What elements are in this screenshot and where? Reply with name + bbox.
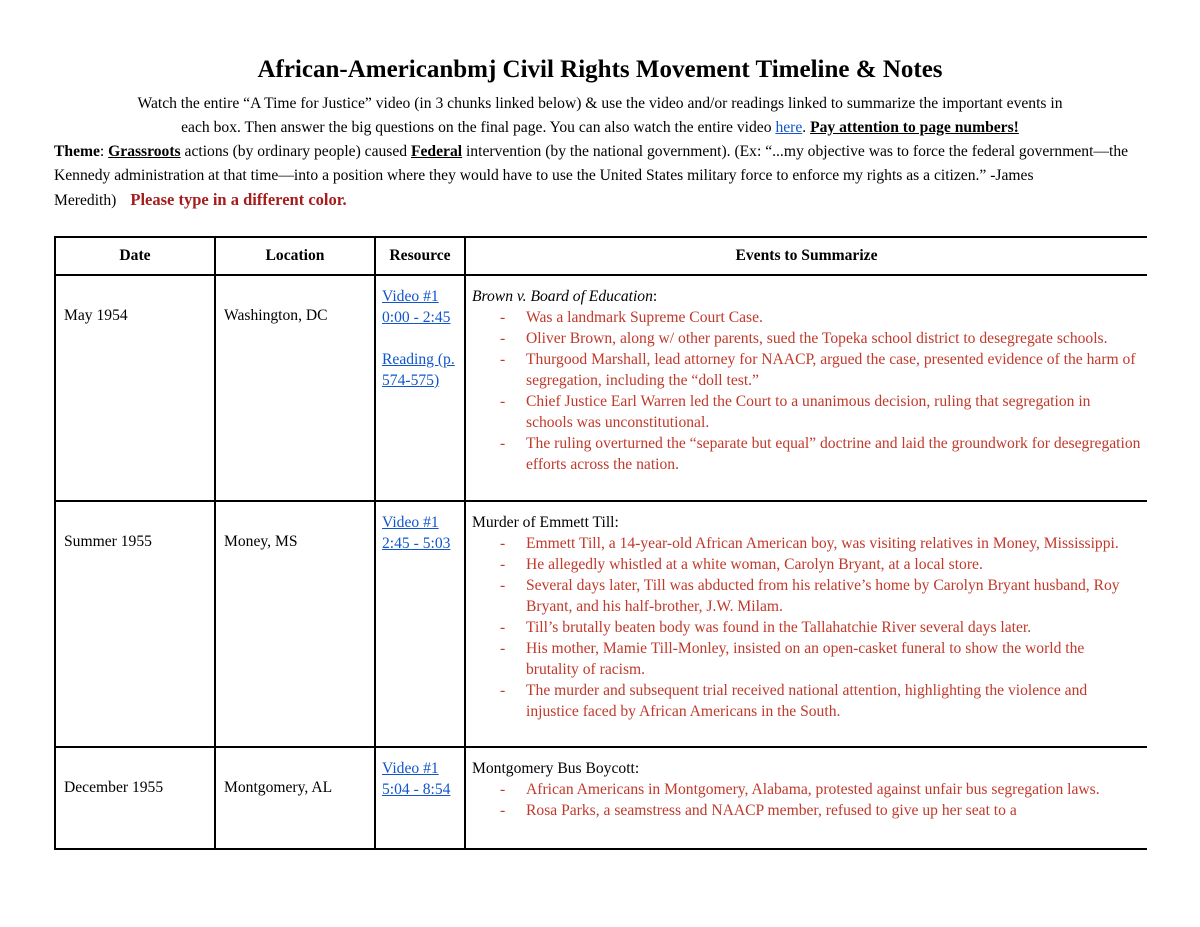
location-cell (215, 747, 375, 850)
video-link[interactable]: Video #1 2:45 - 5:03 (382, 514, 451, 552)
table-header-row (55, 237, 1147, 275)
location-cell (215, 501, 375, 747)
resource-cell (375, 747, 465, 850)
list-item: - Was a landmark Supreme Court Case. (472, 307, 1141, 328)
instructions-line-2 (54, 116, 1146, 140)
event-bullets (472, 779, 1141, 821)
events-cell (465, 747, 1147, 850)
timeline-table (54, 236, 1147, 850)
theme-paragraph (54, 140, 1146, 213)
video-link[interactable]: Video #1 0:00 - 2:45 (382, 288, 451, 326)
reading-link[interactable]: Reading (p. 574-575) (382, 351, 455, 389)
grassroots-term: Grassroots (108, 143, 181, 160)
video-link[interactable]: Video #1 5:04 - 8:54 (382, 760, 451, 798)
event-title: Montgomery Bus Boycott: (472, 760, 640, 777)
events-cell (465, 501, 1147, 747)
list-item: - He allegedly whistled at a white woman, Carolyn Bryant, at a local store. (472, 554, 1141, 575)
event-bullets (472, 533, 1141, 722)
theme-label: Theme (54, 143, 100, 160)
table-row (55, 747, 1147, 850)
date-text: Summer 1955 (64, 533, 152, 550)
list-item: - Thurgood Marshall, lead attorney for NAACP, argued the case, presented evidence of the harm of segregation, including the “doll test.” (472, 349, 1141, 391)
date-cell (55, 747, 215, 850)
instructions-period: . (802, 119, 811, 136)
instructions-line-2-text: each box. Then answer the big questions on the final page. You can also watch the entire video (181, 119, 776, 136)
type-color-note: Please type in a different color. (130, 190, 347, 209)
event-title: Murder of Emmett Till: (472, 514, 619, 531)
table-row (55, 275, 1147, 501)
date-text: May 1954 (64, 307, 128, 324)
list-item: - Several days later, Till was abducted from his relative’s home by Carolyn Bryant husband, Roy Bryant, and his half-brother, J.W. Milam. (472, 575, 1141, 617)
list-item: - His mother, Mamie Till-Monley, insisted on an open-casket funeral to show the world the brutality of racism. (472, 638, 1141, 680)
list-item: - Till’s brutally beaten body was found in the Tallahatchie River several days later. (472, 617, 1141, 638)
date-text: December 1955 (64, 779, 164, 796)
list-item: - Chief Justice Earl Warren led the Court to a unanimous decision, ruling that segregation in schools was unconstitutional. (472, 391, 1141, 433)
federal-term: Federal (410, 143, 463, 160)
theme-colon: : (99, 143, 109, 160)
here-link[interactable]: here (775, 119, 803, 136)
date-cell (55, 501, 215, 747)
resource-cell (375, 501, 465, 747)
instructions-line-1: Watch the entire “A Time for Justice” video (in 3 chunks linked below) & use the video and/or readings linked to summarize the important events in (137, 95, 1063, 112)
event-bullets (472, 307, 1141, 475)
table-row (55, 501, 1147, 747)
theme-quote: intervention (by the national government). (Ex: “...my objective was to force the federal government—the Kennedy administration at that time—into a position where they would have to use the United States military force to enforce my rights as a citizen.” -James Meredith) (54, 143, 1129, 209)
event-title (472, 286, 1141, 307)
header-location: Location (215, 237, 375, 275)
location-text: Montgomery, AL (224, 779, 333, 796)
event-title-italic: Brown v. Board of Education (472, 288, 653, 305)
header-date: Date (55, 237, 215, 275)
date-cell (55, 275, 215, 501)
theme-mid: actions (by ordinary people) caused (180, 143, 411, 160)
events-cell (465, 275, 1147, 501)
location-text: Money, MS (224, 533, 298, 550)
resource-cell (375, 275, 465, 501)
header-events: Events to Summarize (465, 237, 1147, 275)
page-title: African-Americanbmj Civil Rights Movement Timeline & Notes (257, 56, 943, 83)
page-numbers-note: Pay attention to page numbers! (810, 119, 1019, 136)
list-item: - Emmett Till, a 14-year-old African American boy, was visiting relatives in Money, Mississippi. (472, 533, 1141, 554)
event-title-colon: : (652, 288, 658, 305)
location-cell (215, 275, 375, 501)
list-item: - African Americans in Montgomery, Alabama, protested against unfair bus segregation laws. (472, 779, 1141, 800)
list-item: - The murder and subsequent trial received national attention, highlighting the violence and injustice faced by African Americans in the South. (472, 680, 1141, 722)
list-item: - The ruling overturned the “separate but equal” doctrine and laid the groundwork for desegregation efforts across the nation. (472, 433, 1141, 475)
header-resource: Resource (375, 237, 465, 275)
instructions (54, 92, 1146, 213)
list-item: - Rosa Parks, a seamstress and NAACP member, refused to give up her seat to a (472, 800, 1141, 821)
location-text: Washington, DC (224, 307, 328, 324)
list-item: - Oliver Brown, along w/ other parents, sued the Topeka school district to desegregate schools. (472, 328, 1141, 349)
